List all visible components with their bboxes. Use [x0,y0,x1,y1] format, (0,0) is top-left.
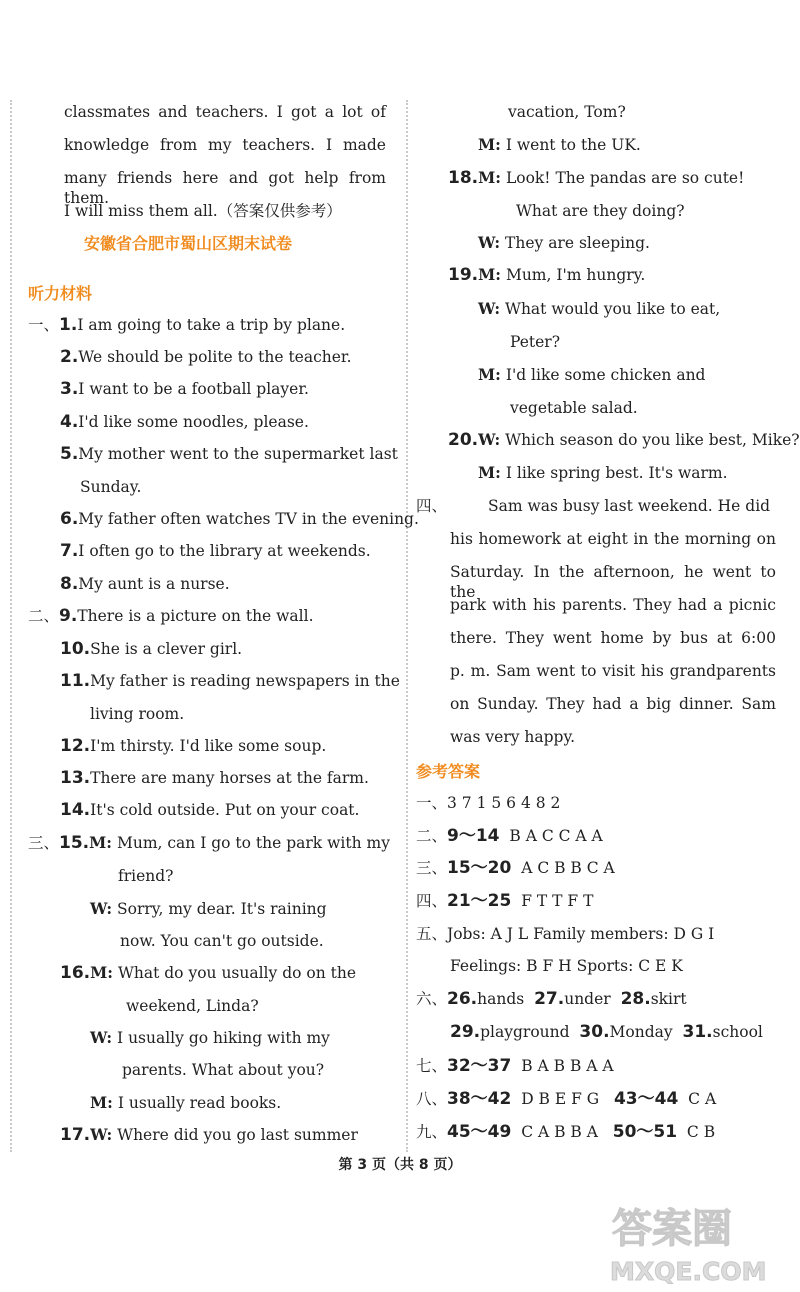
watermark-text-url: MXQE.COM [610,1257,767,1286]
dialogue-17-w: 17.W: Where did you go last summer [60,1125,358,1145]
passage-line: park with his parents. They had a picnic [450,596,776,614]
dialogue-19-m2-cont: vegetable salad. [510,399,638,417]
dialogue-19-w: W: What would you like to eat, [478,299,721,318]
passage-line: his homework at eight in the morning on [450,530,776,548]
passage-line: Saturday. In the afternoon, he went to the [450,563,776,601]
dialogue-15-m-cont: friend? [118,867,174,885]
dialogue-17-m: M: I went to the UK. [478,135,641,154]
binding-margin-line [10,100,12,1152]
dialogue-16-w: W: I usually go hiking with my [90,1028,330,1047]
listening-item-9: 二、9.There is a picture on the wall. [28,606,314,626]
dialogue-19-w-cont: Peter? [510,333,561,351]
answer-row-7: 七、32～37 B A B B A A [416,1056,614,1076]
listening-item-7: 7.I often go to the library at weekends. [60,541,371,561]
answers-title: 参考答案 [416,762,481,781]
answer-row-9: 九、45～49 C A B B A 50～51 C B [416,1122,716,1142]
passage-line: Sam was busy last weekend. He did [488,497,771,515]
answer-row-5-cont: Feelings: B F H Sports: C E K [450,957,683,975]
answer-row-4: 四、21～25 F T T F T [416,891,594,911]
listening-item-14: 14.It's cold outside. Put on your coat. [60,800,360,820]
essay-line: many friends here and got help from them. [64,169,386,207]
passage-line: was very happy. [450,728,576,746]
dialogue-18-m-cont: What are they doing? [516,202,685,220]
dialogue-15-w: W: Sorry, my dear. It's raining [90,899,327,918]
answer-row-3: 三、15～20 A C B B C A [416,858,615,878]
exam-title: 安徽省合肥市蜀山区期末试卷 [84,234,293,253]
listening-item-10: 10.She is a clever girl. [60,639,243,659]
watermark-text-cn: 答案圈 [612,1206,732,1252]
column-divider [406,100,408,1152]
passage-line: there. They went home by bus at 6:00 [450,629,776,647]
listening-item-1: 一、1.I am going to take a trip by plane. [28,315,346,335]
dialogue-20-m: M: I like spring best. It's warm. [478,463,728,482]
dialogue-15-m: 三、15.M: Mum, can I go to the park with my [28,833,390,853]
answer-row-8: 八、38～42 D B E F G 43～44 C A [416,1089,717,1109]
listening-item-4: 4.I'd like some noodles, please. [60,412,309,432]
dialogue-16-m-cont: weekend, Linda? [126,997,259,1015]
dialogue-16-m: 16.M: What do you usually do on the [60,963,357,983]
passage-line: p. m. Sam went to visit his grandparents [450,662,776,680]
listening-item-11-cont: living room. [90,705,185,723]
dialogue-16-m2: M: I usually read books. [90,1093,282,1112]
listening-item-3: 3.I want to be a football player. [60,379,309,399]
dialogue-19-m: 19.M: Mum, I'm hungry. [448,265,646,285]
listening-item-12: 12.I'm thirsty. I'd like some soup. [60,736,327,756]
listening-item-8: 8.My aunt is a nurse. [60,574,230,594]
passage-line: on Sunday. They had a big dinner. Sam [450,695,776,713]
answer-row-2: 二、9～14 B A C C A A [416,826,603,846]
listening-item-11: 11.My father is reading newspapers in the [60,671,400,691]
dialogue-16-w-cont: parents. What about you? [122,1061,325,1079]
essay-line: I will miss them all.（答案仅供参考） [64,202,342,220]
passage-label: 四、 [416,497,448,515]
dialogue-20-w: 20.W: Which season do you like best, Mike? [448,430,800,450]
answer-row-6: 六、26.hands 27.under 28.skirt [416,989,687,1009]
section-title-listening: 听力材料 [28,284,93,303]
dialogue-17-w-cont: vacation, Tom? [508,103,626,121]
answer-row-1: 一、3 7 1 5 6 4 8 2 [416,794,561,812]
listening-item-5: 5.My mother went to the supermarket last [60,444,398,464]
dialogue-15-w-cont: now. You can't go outside. [120,932,324,950]
dialogue-18-w: W: They are sleeping. [478,233,650,252]
answer-row-6-cont: 29.playground 30.Monday 31.school [450,1022,763,1042]
listening-item-6: 6.My father often watches TV in the evening. [60,509,419,529]
dialogue-18-m: 18.M: Look! The pandas are so cute! [448,168,745,188]
answer-row-5: 五、Jobs: A J L Family members: D G I [416,925,715,943]
listening-item-5-cont: Sunday. [80,478,142,496]
dialogue-19-m2: M: I'd like some chicken and [478,365,706,384]
listening-item-2: 2.We should be polite to the teacher. [60,347,352,367]
essay-line: knowledge from my teachers. I made [64,136,386,154]
site-watermark-logo [604,1196,780,1286]
page-number-footer: 第 3 页（共 8 页） [338,1157,462,1173]
listening-item-13: 13.There are many horses at the farm. [60,768,369,788]
essay-line: classmates and teachers. I got a lot of [64,103,386,121]
